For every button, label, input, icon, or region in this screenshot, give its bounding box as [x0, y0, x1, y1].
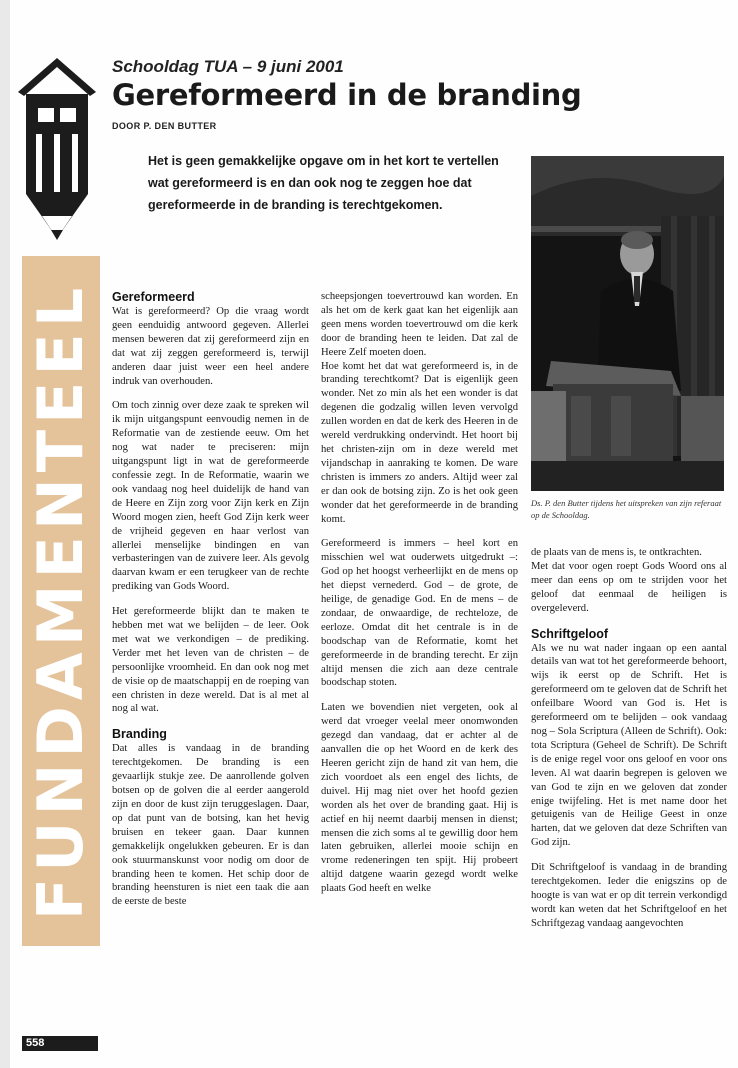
paragraph: Als we nu wat nader ingaan op een aantal details van wat tot het gereformeerde behoort, wijs ik eerst op de Schrift. Het is gereformeerd om te geloven dat de Schrift het onfeilbare Woord van God is. Het is gereformeerd om te belijden – ook vandaag nog – Sola Scriptura (Alleen de Schrift). Ook: tota Scriptura (Geheel de Schrift). De Schrift is de enige regel voor ons geloof en voor ons leven. Al wat daarin begrepen is geloven we van God te zijn en we geloven dat zonder enige twijfeling. Het is met name door het getuigenis van de Heilige Geest in onze harten, dat we geloven dat deze Schriften van God zijn.	[531, 642, 727, 849]
article-column-2	[321, 290, 518, 907]
paragraph: Dit Schriftgeloof is vandaag in de branding terechtgekomen. Ieder die enigszins op de hoogte is van wat er op dit terrein verkondigd wordt kan weten dat het Schriftgeloof en het Schriftgezag vandaag aangevochten	[531, 862, 727, 929]
section-heading: Schriftgeloof	[531, 626, 609, 641]
house-pencil-logo-icon	[16, 56, 98, 246]
paragraph: Dat alles is vandaag in de branding terechtgekomen. De branding is een gevaarlijk stukje zee. De aanrollende golven botsen op de golven die al eerder aangerold zijn en door de kust zijn teruggeslagen. Daar, op dat punt van de botsing, kan het hevig bruisen en tekeer gaan. Daar kunnen gemakkelijk ongelukken gebeuren. Er is dan ook stuurmanskunst voor nodig om door de branding heen te komen. Het schip door de branding heensturen is niet een taak die aan de eerste de beste	[112, 743, 309, 908]
section-band	[22, 256, 100, 946]
page-title: Gereformeerd in de branding	[112, 78, 582, 112]
paragraph: Om toch zinnig over deze zaak te spreken wil ik mijn uitgangspunt eenvoudig nemen in de Reformatie van de zestiende eeuw. Om het nog wat nader te preciseren: mijn uitgangspunt ligt in wat de gereformeerde confessie zegt. In de Reformatie, waarin we ook vandaag nog heel duidelijk de hand van de Heere en Zijn zorg voor Zijn kerk en Zijn Woord mogen zien, heeft God Zijn kerk weer de vrijheid gegeven en haar verlost van allerlei menselijke bindingen en van verbasteringen van de zuivere leer. Als gevolg daarvan kwam er een terugkeer van de rechte prediking van Gods Woord.	[112, 400, 309, 593]
article-column-1	[112, 290, 309, 920]
speaker-photo	[531, 156, 724, 491]
paragraph: Hoe komt het dat wat gereformeerd is, in de branding terechtkomt? Dat is eigenlijk geen wonder. Net zo min als het een wonder is dat degenen die godzalig willen leven vervolgd zullen worden en dat de kerk des Heeren in de wereld verdrukking ondervindt. Het hoort bij het christen-zijn om in deze wereld met vijandschap in aanraking te komen. De ware christen is immers zo anders. Altijd weer zal er dan ook de botsing zijn. Zo is het ook geen wonder dat het gereformeerde in de branding komt.	[321, 360, 518, 525]
event-kicker: Schooldag TUA – 9 juni 2001	[112, 57, 344, 76]
photo-caption: Ds. P. den Butter tijdens het uitspreken van zijn referaat op de Schooldag.	[531, 498, 722, 520]
paragraph: Het gereformeerde blijkt dan te maken te hebben met wat we belijden – de leer. Ook met wat we verkondigen – de prediking. Verder met het leven van de christen – de persoonlijke vroomheid. En dan ook nog met de visie op de maatschappij en de roeping van een christen in deze wereld. Dat is al met al nog al wat.	[112, 606, 309, 715]
page-edge	[0, 0, 10, 1068]
article-column-3	[531, 546, 727, 942]
byline: DOOR P. DEN BUTTER	[112, 121, 217, 131]
paragraph: Wat is gereformeerd? Op die vraag wordt geen eenduidig antwoord gegeven. Allerlei mensen beweren dat zij gereformeerd zijn en dat wat zij zeggen gereformeerd is, terwijl anderen daar juist weer een heel andere indruk van overhouden.	[112, 306, 309, 387]
paragraph: de plaats van de mens is, te ontkrachten.	[531, 547, 702, 558]
paragraph: Laten we bovendien niet vergeten, ook al werd dat vroeger veelal meer onomwonden gezegd dan vandaag, dat er achter al de aanvallen die op het Woord en de kerk des Heeren gericht zijn de hand zit van hem, die zich voordoet als een engel des lichts, de duivel. Hij mag niet over het hoofd gezien worden als het over de branding gaat. Hij is actief en hij neemt daarbij mensen in dienst; mensen die zich soms al te gewillig door hem laten gebruiken, allerlei mooie schijn en vrome redeneringen ten spijt. Hij probeert altijd datgene waarin gezegd wordt welke plaats God heeft en welke	[321, 702, 518, 895]
section-label: FUNDAMENTEEL	[24, 281, 97, 921]
paragraph: Gereformeerd is immers – heel kort en misschien wel wat ouderwets uitgedrukt –: God op het hoogst verheerlijkt en de mens op het diepst vernederd. God – de grote, de heilige, de genadige God. En de mens – de zondaar, de onwaardige, de rechteloze, de eerloze. Omdat dit het centrale is in de boodschap van de Reformatie, komt het gereformeerde in de branding terecht. Er zijn altijd mensen die zich aan deze centrale boodschap stoten.	[321, 538, 518, 689]
paragraph: Met dat voor ogen roept Gods Woord ons al meer dan eens op om te strijden voor het geloof dat eenmaal de heiligen is overgeleverd.	[531, 560, 727, 614]
section-heading: Branding	[112, 727, 167, 742]
paragraph: scheepsjongen toevertrouwd kan worden. En als het om de kerk gaat kan het eigenlijk aan geen mens worden toevertrouwd om die kerk door de branding heen te leiden. Dat zal de Heere Zelf moeten doen.	[321, 291, 518, 358]
section-heading: Gereformeerd	[112, 290, 195, 304]
page-number: 558	[22, 1036, 98, 1051]
intro-paragraph: Het is geen gemakkelijke opgave om in het kort te vertellen wat gereformeerd is en dan ook nog te zeggen hoe dat gereformeerde in de branding is terechtgekomen.	[148, 154, 499, 212]
